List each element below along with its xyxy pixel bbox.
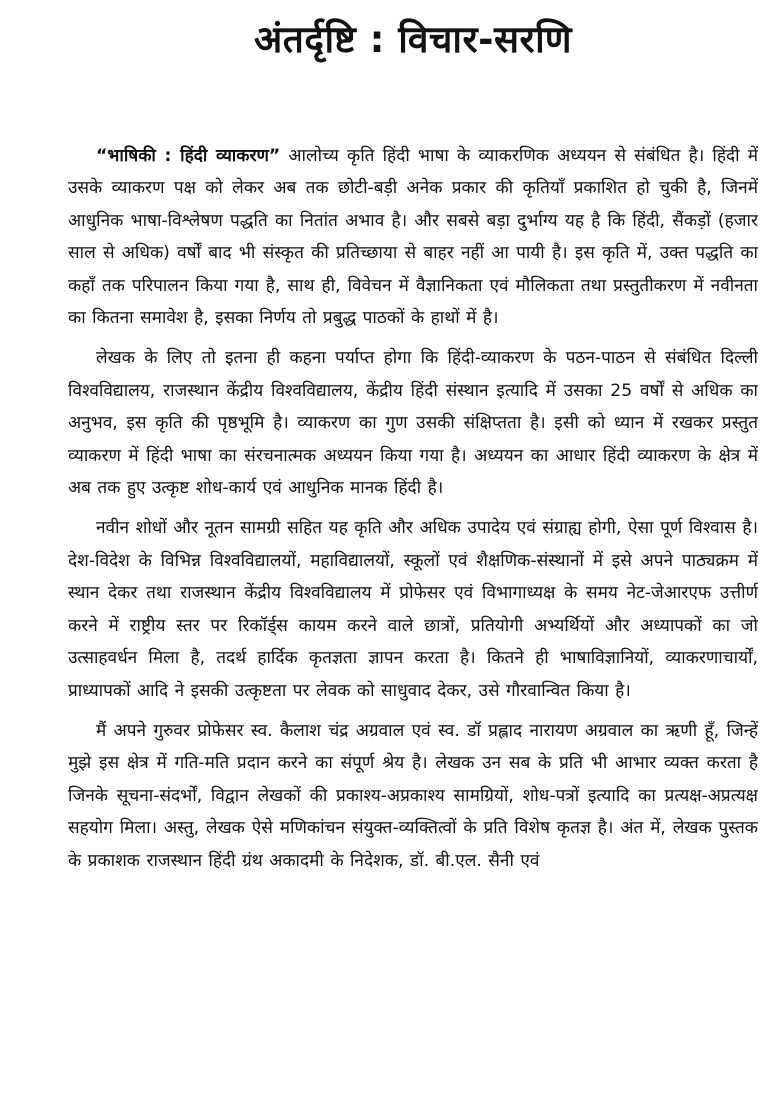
paragraph-4: मैं अपने गुरुवर प्रोफेसर स्व. कैलाश चंद्र अग्रवाल एवं स्व. डॉ प्रह्लाद नारायण अग्रवाल का ऋणी हूँ, जिन्हें मुझे इस क्षेत्र में गति-मति प्रदान करने का संपूर्ण श्रेय है। लेखक उन सब के प्रति भी आभार व्यक्त करता है जिनके सूचना-संदर्भों, विद्वान लेखकों की प्रकाश्य-अप्रकाश्य सामग्रियों, शोध-पत्रों इत्यादि का प्रत्यक्ष-अप्रत्यक्ष सहयोग मिला। अस्तु, लेखक ऐसे मणिकांचन संयुक्त-व्यक्तित्वों के प्रति विशेष कृतज्ञ है। अंत में, लेखक पुस्तक के प्रकाशक राजस्थान हिंदी ग्रंथ अकादमी के निदेशक, डॉ. बी.एल. सैनी एवं: [68, 720, 758, 871]
paragraph-3: नवीन शोधों और नूतन सामग्री सहित यह कृति और अधिक उपादेय एवं संग्राह्य होगी, ऐसा पूर्ण विश्वास है। देश-विदेश के विभिन्न विश्वविद्यालयों, महाविद्यालयों, स्कूलों एवं शैक्षणिक-संस्थानों में इसे अपने पाठ्यक्रम में स्थान देकर तथा राजस्थान केंद्रीय विश्वविद्यालय में प्रोफेसर एवं विभागाध्यक्ष के समय नेट-जेआरएफ उत्तीर्ण करने में राष्ट्रीय स्तर पर रिकॉर्ड्स कायम करने वाले छात्रों, प्रतियोगी अभ्यर्थियों और अध्यापकों का जो उत्साहवर्धन मिला है, तदर्थ हार्दिक कृतज्ञता ज्ञापन करता है। कितने ही भाषाविज्ञानियों, व्याकरणाचार्यों, प्राध्यापकों आदि ने इसकी उत्कृष्टता पर लेवक को साधुवाद देकर, उसे गौरवान्वित किया है।: [68, 518, 758, 701]
body-text: [68, 140, 758, 1100]
page-title: अंतर्दृष्टि : विचार-सरणि: [254, 18, 572, 61]
paragraph-1: [68, 140, 758, 334]
paragraph-2: लेखक के लिए तो इतना ही कहना पर्याप्त होगा कि हिंदी-व्याकरण के पठन-पाठन से संबंधित दिल्ली विश्वविद्यालय, राजस्थान केंद्रीय विश्वविद्यालय, केंद्रीय हिंदी संस्थान इत्यादि में उसका 25 वर्षों से अधिक का अनुभव, इस कृति की पृष्ठभूमि है। व्याकरण का गुण उसकी संक्षिप्तता है। इसी को ध्यान में रखकर प्रस्तुत व्याकरण में हिंदी भाषा का संरचनात्मक अध्ययन किया गया है। अध्ययन का आधार हिंदी व्याकरण के क्षेत्र में अब तक हुए उत्कृष्ट शोध-कार्य एवं आधुनिक मानक हिंदी है।: [68, 348, 758, 499]
paragraph-1-text: आलोच्य कृति हिंदी भाषा के व्याकरणिक अध्ययन से संबंधित है। हिंदी में उसके व्याकरण पक्ष को लेकर अब तक छोटी-बड़ी अनेक प्रकार की कृतियाँ प्रकाशित हो चुकी है, जिनमें आधुनिक भाषा-विश्लेषण पद्धति का नितांत अभाव है। और सबसे बड़ा दुर्भाग्य यह है कि हिंदी, सैंकड़ों (हजार साल से अधिक) वर्षों बाद भी संस्कृत की प्रतिच्छाया से बाहर नहीं आ पायी है। इस कृति में, उक्त पद्धति का कहाँ तक परिपालन किया गया है, साथ ही, विवेचन में वैज्ञानिकता एवं मौलिकता तथा प्रस्तुतीकरण में नवीनता का कितना समावेश है, इसका निर्णय तो प्रबुद्ध पाठकों के हाथों में है।: [68, 146, 758, 329]
book-title: “भाषिकी : हिंदी व्याकरण”: [96, 146, 281, 166]
